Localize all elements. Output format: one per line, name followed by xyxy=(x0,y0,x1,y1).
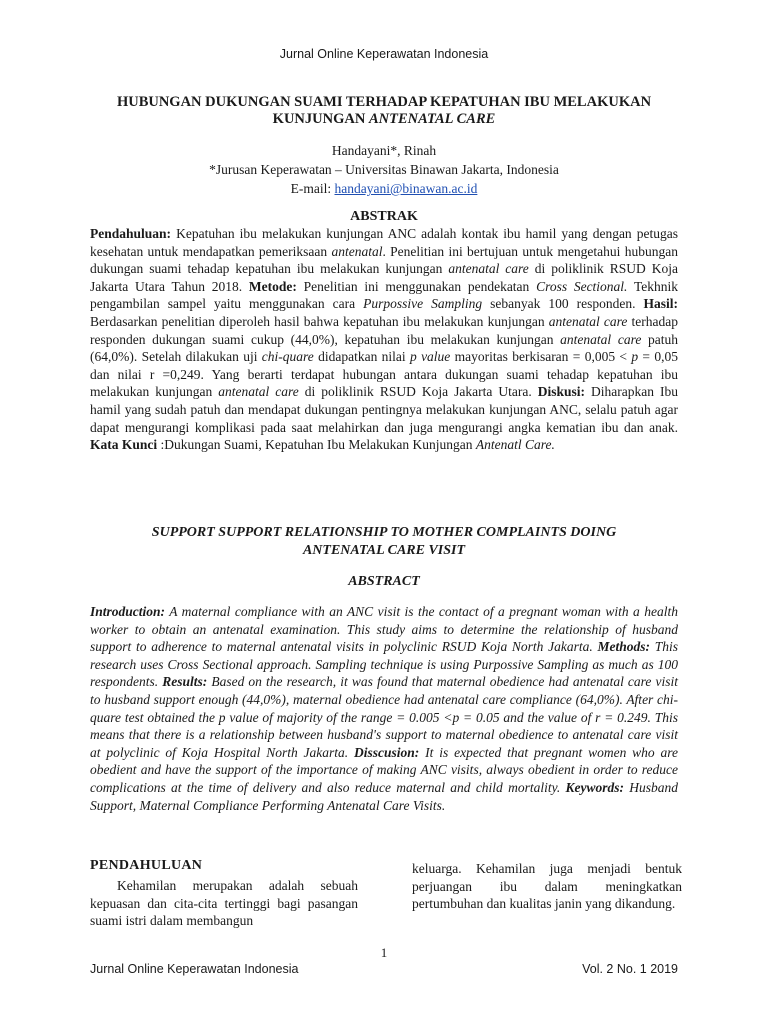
author-block xyxy=(90,142,678,197)
abstract-intro-label: Introduction: xyxy=(90,604,166,619)
abstrak-heading: ABSTRAK xyxy=(350,209,418,224)
abstrak-metode-label: Metode: xyxy=(248,278,297,294)
english-title-line-2: ANTENATAL CARE VISIT xyxy=(302,543,466,558)
abstrak-hasil-label: Hasil: xyxy=(643,296,678,312)
abstrak-paragraph: Pendahuluan: Kepatuhan ibu melakukan kunjungan ANC adalah kontak ibu hamil yang dengan petugas kesehatan untuk mendapatkan pemeriksaan antenatal. Penelitian ini bertujuan untuk mengetahui hubungan dukungan suami tehadap kepatuhan ibu melakukan kunjungan antenatal care di poliklinik RSUD Koja Jakarta Utara Tahun 2018. Metode: Penelitian ini menggunakan pendekatan Cross Sectional. Tekhnik pengambilan sampel yaitu menggunakan cara Purpossive Sampling sebanyak 100 responden. Hasil: Berdasarkan penelitian diperoleh hasil bahwa kepatuhan ibu melakukan kunjungan antenatal care terhadap responden dukungan suami cukup (44,0%), kepatuhan ibu melakukan kunjungan antenatal care patuh (64,0%). Setelah dilakukan uji chi-quare didapatkan nilai p value mayoritas berkisaran = 0,005 < p = 0,05 dan nilai r =0,249. Yang berarti terdapat hubungan antara dukungan suami tehadap kepatuhan ibu melakukan kunjungan antenatal care di poliklinik RSUD Koja Jakarta Utara. Diskusi: Diharapkan Ibu hamil yang sudah patuh dan mendapat dukungan pentingnya melakukan kunjungan ANC, selalu patuh agar dapat mengurangi komplikasi pada saat melahirkan dan juga mengurangi angka kematian ibu dan anak. Kata Kunci :Dukungan Suami, Kepatuhan Ibu Melakukan Kunjungan Antenatl Care. xyxy=(90,226,678,453)
title-line-2-prefix: KUNJUNGAN xyxy=(272,111,369,127)
title-line-2-italic: ANTENATAL CARE xyxy=(368,111,496,127)
email-label: E-mail: xyxy=(290,181,335,196)
pendahuluan-right-column: keluarga. Kehamilan juga menjadi bentuk perjuangan ibu dalam meningkatkan pertumbuhan dan kualitas janin yang dikandung. xyxy=(412,861,682,912)
abstract-keywords-label: Keywords: xyxy=(565,779,624,795)
abstract-results-label: Results: xyxy=(162,674,208,690)
footer-volume: Vol. 2 No. 1 2019 xyxy=(582,962,678,976)
pendahuluan-left-column: Kehamilan merupakan adalah sebuah kepuasan dan cita-cita tertinggi bagi pasangan suami istri dalam membangun xyxy=(90,878,358,929)
email-link[interactable]: handayani@binawan.ac.id xyxy=(334,181,478,196)
author-names: Handayani*, Rinah xyxy=(331,143,437,158)
abstract-paragraph: Introduction: A maternal compliance with an ANC visit is the contact of a pregnant woman with a health worker to obtain an antenatal examination. This study aims to determine the relationship of husband support to adherence to maternal antenatal visits in polyclinic RSUD Koja North Jakarta. Methods: This research uses Cross Sectional approach. Sampling technique is using Purpossive Sampling as much as 100 respondents. Results: Based on the research, it was found that maternal obedience had antenatal care visit to husband support enough (44,0%), maternal obedience had antenatal care compliance (64,0%). After chi-quare test obtained the p value of majority of the range = 0.005 <p = 0.05 and the value of r = 0.249. This means that there is a relationship between husband's support to maternal obedience to antenatal care visit at polyclinic of Koja Hospital North Jakarta. Disscusion: It is expected that pregnant women who are obedient and have the support of the importance of making ANC visits, always obedient in order to reduce complications at the time of delivery and also reduce maternal and child mortality. Keywords: Husband Support, Maternal Compliance Performing Antenatal Care Visits. xyxy=(90,604,679,813)
pendahuluan-heading: PENDAHULUAN xyxy=(90,858,203,873)
footer-journal-name: Jurnal Online Keperawatan Indonesia xyxy=(90,962,299,976)
english-title-line-1: SUPPORT SUPPORT RELATIONSHIP TO MOTHER COMPLAINTS DOING xyxy=(151,525,617,540)
journal-header: Jurnal Online Keperawatan Indonesia xyxy=(279,47,489,61)
abstrak-pendahuluan-label: Pendahuluan: xyxy=(90,226,172,241)
title-line-1: HUBUNGAN DUKUNGAN SUAMI TERHADAP KEPATUHAN IBU MELAKUKAN xyxy=(116,94,652,110)
abstract-methods-label: Methods: xyxy=(597,639,651,655)
author-email-line xyxy=(90,180,678,197)
abstrak-kata-kunci-label: Kata Kunci xyxy=(90,437,158,453)
abstrak-diskusi-label: Diskusi: xyxy=(537,384,585,400)
abstract-discussion-label: Disscusion: xyxy=(354,744,420,760)
abstract-heading: ABSTRACT xyxy=(348,574,420,589)
paper-title xyxy=(90,94,678,128)
title-line-2 xyxy=(90,111,678,128)
author-affiliation: *Jurusan Keperawatan – Universitas Binawan Jakarta, Indonesia xyxy=(209,162,559,177)
english-title xyxy=(90,524,678,560)
page-number: 1 xyxy=(380,945,388,960)
